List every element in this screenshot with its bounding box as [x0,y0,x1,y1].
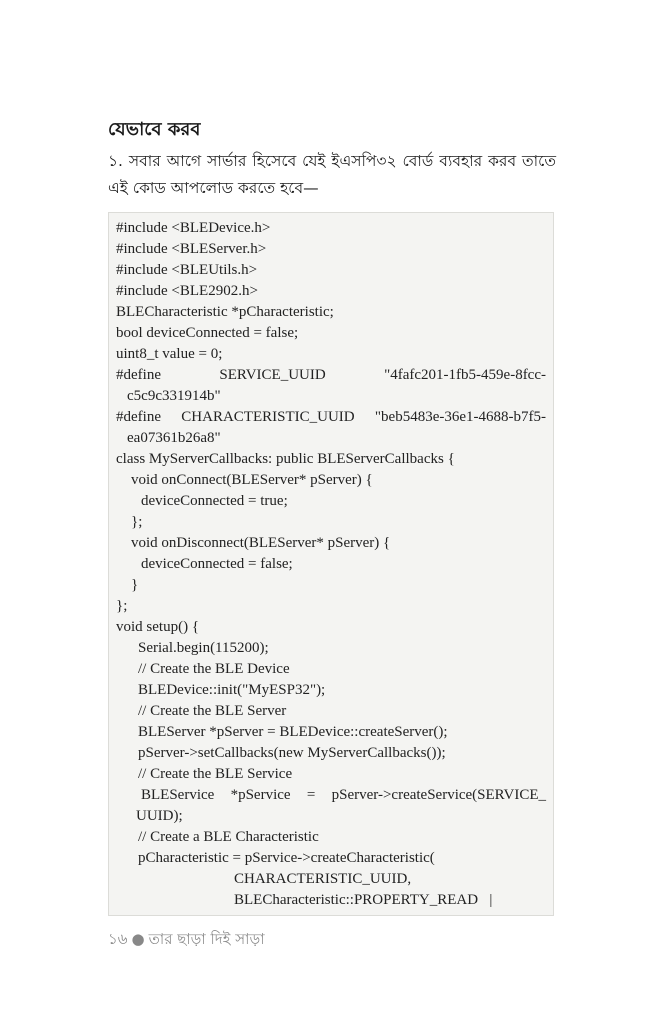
code-line: } [131,577,139,593]
code-line: Serial.begin(115200); [138,640,269,656]
code-line: CHARACTERISTIC_UUID, [234,871,412,887]
code-line: BLECharacteristic::PROPERTY_READ | [234,892,493,908]
code-line: // Create the BLE Service [138,766,293,782]
code-token: SERVICE_UUID [219,367,326,383]
code-line: #include <BLEServer.h> [116,241,267,257]
code-line [109,407,553,428]
code-line: #include <BLE2902.h> [116,283,258,299]
page-footer [108,928,265,953]
section-heading: যেভাবে করব [108,119,201,140]
code-token: "beb5483e-36e1-4688-b7f5- [374,409,546,425]
code-line: BLEDevice::init("MyESP32"); [138,682,326,698]
code-line: void onDisconnect(BLEServer* pServer) { [131,535,391,551]
code-line: // Create the BLE Device [138,661,290,677]
bullet-separator: ● [131,930,145,948]
code-line: deviceConnected = false; [141,556,293,572]
code-token: = [306,787,316,803]
code-token: pServer->createService(SERVICE_ [331,787,546,803]
code-line [109,785,553,806]
code-line: c5c9c331914b" [127,388,221,404]
code-line: BLECharacteristic *pCharacteristic; [116,304,334,320]
code-line: void onConnect(BLEServer* pServer) { [131,472,373,488]
code-line: deviceConnected = true; [141,493,288,509]
code-token: #define [116,367,161,383]
book-title: তার ছাড়া দিই সাড়া [148,930,265,948]
code-line: pServer->setCallbacks(new MyServerCallbacks()); [138,745,446,761]
code-token: *pService [230,787,291,803]
code-line: bool deviceConnected = false; [116,325,299,341]
code-token: BLEService [141,787,215,803]
code-token: CHARACTERISTIC_UUID [181,409,355,425]
code-line: uint8_t value = 0; [116,346,223,362]
code-line: ea07361b26a8" [127,430,221,446]
code-token: "4fafc201-1fb5-459e-8fcc- [384,367,546,383]
code-block [108,212,554,916]
code-line: }; [131,514,143,530]
code-line [109,365,553,386]
page-number: ১৬ [108,930,128,948]
code-token: #define [116,409,161,425]
code-line: #include <BLEDevice.h> [116,220,271,236]
code-line: BLEServer *pServer = BLEDevice::createServer(); [138,724,448,740]
code-line: // Create a BLE Characteristic [138,829,319,845]
code-line: void setup() { [116,619,200,635]
code-line: // Create the BLE Server [138,703,287,719]
code-line: pCharacteristic = pService->createCharacteristic( [138,850,435,866]
code-line: #include <BLEUtils.h> [116,262,258,278]
code-line: UUID); [136,808,183,824]
intro-paragraph: ১. সবার আগে সার্ভার হিসেবে যেই ইএসপি৩২ বোর্ড ব্যবহার করব তাতে এই কোড আপলোড করতে হবে— [108,152,556,197]
code-line: class MyServerCallbacks: public BLEServerCallbacks { [116,451,455,467]
code-line: }; [116,598,128,614]
